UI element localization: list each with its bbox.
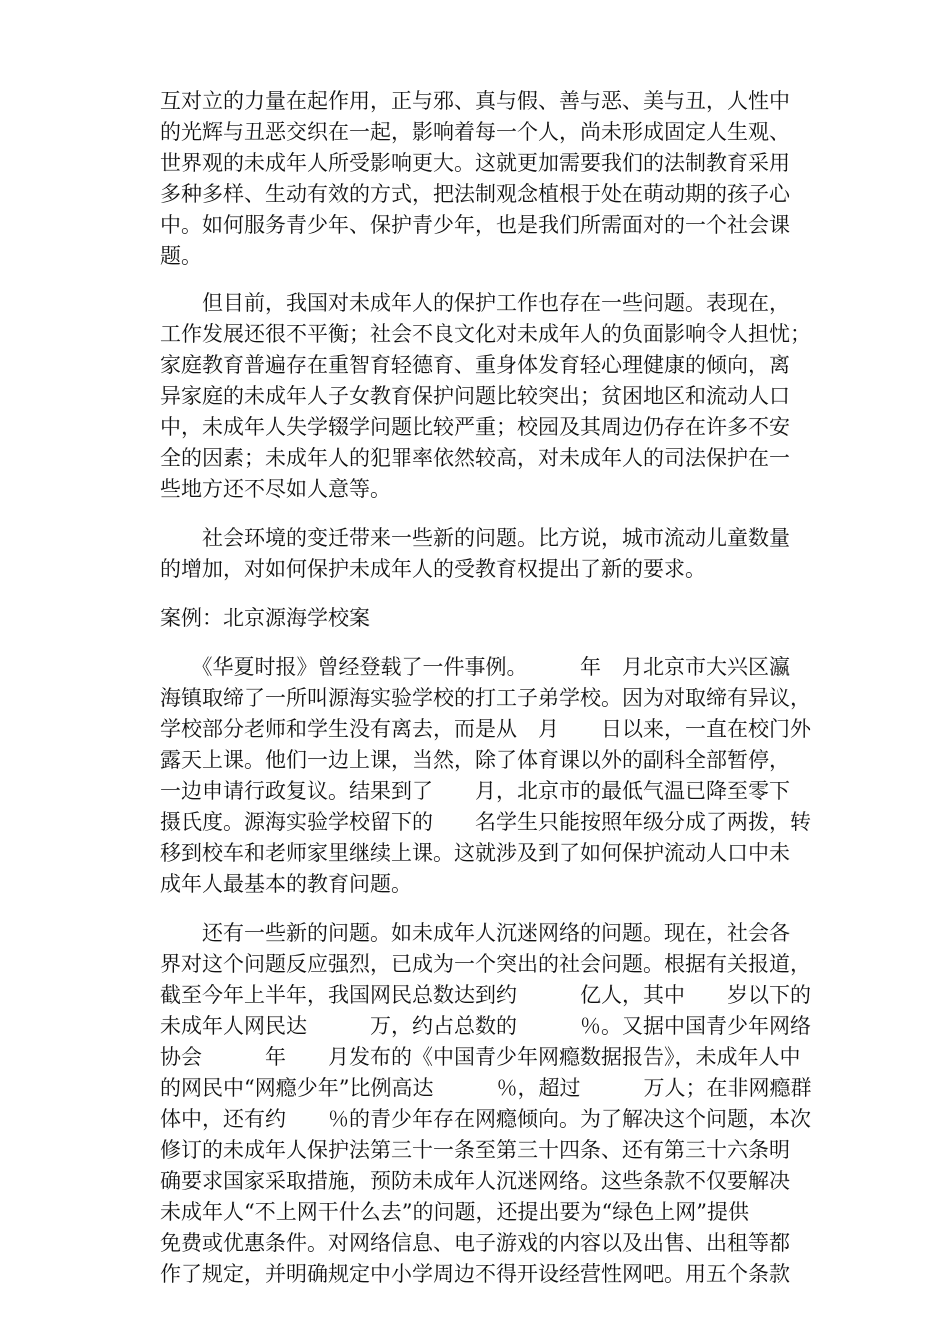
text-line: 案例：北京源海学校案 bbox=[160, 606, 370, 630]
paragraph-social-change bbox=[160, 523, 832, 585]
text-line: 摄氏度。源海实验学校留下的 名学生只能按照年级分成了两拨，转 bbox=[160, 810, 811, 834]
text-line: 体中，还有约 ％的青少年存在网瘾倾向。为了解决这个问题，本次 bbox=[160, 1107, 811, 1131]
text-line: 移到校车和老师家里继续上课。这就涉及到了如何保护流动人口中未 bbox=[160, 841, 790, 865]
paragraph-yuanhai-case bbox=[160, 652, 832, 900]
text-line: 家庭教育普遍存在重智育轻德育、重身体发育轻心理健康的倾向，离 bbox=[160, 353, 790, 377]
text-line: 全的因素；未成年人的犯罪率依然较高，对未成年人的司法保护在一 bbox=[160, 446, 790, 470]
text-line: 修订的未成年人保护法第三十一条至第三十四条、还有第三十六条明 bbox=[160, 1138, 790, 1162]
text-line: 《华夏时报》曾经登载了一件事例。 年 月北京市大兴区瀛 bbox=[160, 655, 790, 679]
paragraph-current-problems bbox=[160, 288, 832, 505]
text-line: 但目前，我国对未成年人的保护工作也存在一些问题。表现在， bbox=[160, 291, 790, 315]
text-line: 中。如何服务青少年、保护青少年，也是我们所需面对的一个社会课 bbox=[160, 213, 790, 237]
text-line: 成年人最基本的教育问题。 bbox=[160, 872, 412, 896]
text-line: 工作发展还很不平衡；社会不良文化对未成年人的负面影响令人担忧； bbox=[160, 322, 811, 346]
paragraph-internet-addiction bbox=[160, 918, 832, 1290]
text-line: 互对立的力量在起作用，正与邪、真与假、善与恶、美与丑，人性中 bbox=[160, 89, 790, 113]
text-line: 些地方还不尽如人意等。 bbox=[160, 477, 391, 501]
text-line: 确要求国家采取措施，预防未成年人沉迷网络。这些条款不仅要解决 bbox=[160, 1169, 790, 1193]
document-page bbox=[160, 86, 832, 1308]
text-line: 多种多样、生动有效的方式，把法制观念植根于处在萌动期的孩子心 bbox=[160, 182, 790, 206]
text-line: 未成年人网民达 万，约占总数的 ％。又据中国青少年网络 bbox=[160, 1014, 811, 1038]
text-line: 界对这个问题反应强烈，已成为一个突出的社会问题。根据有关报道， bbox=[160, 952, 811, 976]
text-line: 的网民中“网瘾少年”比例高达 ％，超过 万人；在非网瘾群 bbox=[160, 1076, 812, 1100]
text-line: 题。 bbox=[160, 244, 202, 268]
text-line: 社会环境的变迁带来一些新的问题。比方说，城市流动儿童数量 bbox=[160, 526, 790, 550]
text-line: 海镇取缔了一所叫源海实验学校的打工子弟学校。因为对取缔有异议， bbox=[160, 686, 811, 710]
text-line: 学校部分老师和学生没有离去，而是从 月 日以来，一直在校门外 bbox=[160, 717, 811, 741]
text-line: 协会 年 月发布的《中国青少年网瘾数据报告》，未成年人中 bbox=[160, 1045, 801, 1069]
text-line: 免费或优惠条件。对网络信息、电子游戏的内容以及出售、出租等都 bbox=[160, 1231, 790, 1255]
text-line: 截至今年上半年，我国网民总数达到约 亿人，其中 岁以下的 bbox=[160, 983, 811, 1007]
text-line: 露天上课。他们一边上课，当然，除了体育课以外的副科全部暂停， bbox=[160, 748, 790, 772]
text-line: 世界观的未成年人所受影响更大。这就更加需要我们的法制教育采用 bbox=[160, 151, 790, 175]
text-line: 的光辉与丑恶交织在一起，影响着每一个人，尚未形成固定人生观、 bbox=[160, 120, 790, 144]
text-line: 一边申请行政复议。结果到了 月，北京市的最低气温已降至零下 bbox=[160, 779, 790, 803]
text-line: 未成年人“不上网干什么去”的问题，还提出要为“绿色上网”提供 bbox=[160, 1200, 749, 1224]
text-line: 的增加，对如何保护未成年人的受教育权提出了新的要求。 bbox=[160, 557, 706, 581]
text-line: 作了规定，并明确规定中小学周边不得开设经营性网吧。用五个条款 bbox=[160, 1262, 790, 1286]
text-line: 还有一些新的问题。如未成年人沉迷网络的问题。现在，社会各 bbox=[160, 921, 790, 945]
case-heading bbox=[160, 603, 832, 634]
text-line: 中，未成年人失学辍学问题比较严重；校园及其周边仍存在许多不安 bbox=[160, 415, 790, 439]
text-line: 异家庭的未成年人子女教育保护问题比较突出；贫困地区和流动人口 bbox=[160, 384, 790, 408]
paragraph-moral-influence bbox=[160, 86, 832, 272]
